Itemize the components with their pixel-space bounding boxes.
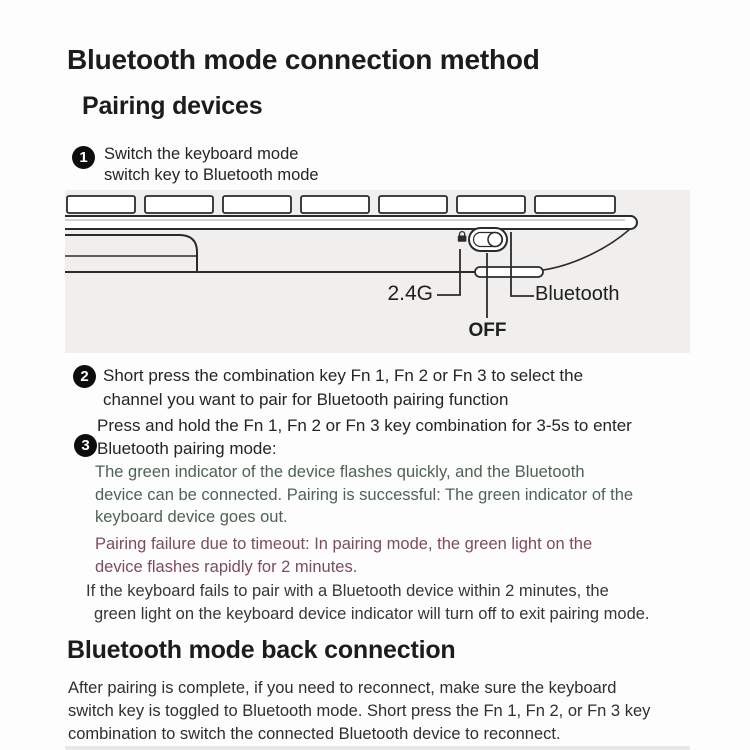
section-title-back-connection: Bluetooth mode back connection [67,636,456,664]
step-1-text [104,144,319,186]
failure-line-2: device flashes rapidly for 2 minutes. [95,557,358,576]
kickstand [65,235,475,272]
step-1-line-1: Switch the keyboard mode [104,145,299,163]
step-3-line-2: Bluetooth pairing mode: [97,439,277,458]
pairing-success-note [95,461,633,529]
timeout-line-1: If the keyboard fails to pair with a Bluetooth device within 2 minutes, the [86,582,609,600]
back-line-3: combination to switch the connected Bluetooth device to reconnect. [68,725,561,744]
label-2-4g: 2.4G [387,282,433,305]
rear-wedge-outline [543,229,630,270]
callout-line-bluetooth [511,232,534,296]
keycaps [67,196,615,213]
success-line-3: keyboard device goes out. [95,508,288,526]
back-line-2: switch key is toggled to Bluetooth mode. Short press the Fn 1, Fn 2, or Fn 3 key [68,702,651,721]
keyboard-profile-drawing [65,190,690,353]
rubber-foot [475,267,543,277]
failure-line-1: Pairing failure due to timeout: In pairing mode, the green light on the [95,535,593,553]
timeout-line-2: green light on the keyboard device indicator will turn off to exit pairing mode. [94,605,650,623]
section-title-pairing: Pairing devices [82,92,263,120]
step-2-line-2: channel you want to pair for Bluetooth pairing function [103,389,509,409]
success-line-2: device can be connected. Pairing is successful: The green indicator of the [95,485,634,504]
back-line-1: After pairing is complete, if you need to reconnect, make sure the keyboard [68,679,617,697]
back-connection-text [68,677,650,747]
step-2-line-1: Short press the combination key Fn 1, Fn 2 or Fn 3 to select the [103,366,584,385]
label-off: OFF [468,320,507,341]
step-3-text [97,414,632,460]
next-illustration-edge [65,746,690,750]
success-line-1: The green indicator of the device flashes quickly, and the Bluetooth [95,463,585,481]
step-3-badge: 3 [74,434,97,457]
keyboard-illustration [65,190,690,353]
page-title: Bluetooth mode connection method [67,44,540,75]
mode-toggle-switch [469,228,507,251]
step-1-badge: 1 [72,146,95,169]
step-2-badge: 2 [73,365,96,388]
pairing-timeout-note [86,580,650,626]
pairing-failure-note [95,533,592,578]
label-bluetooth: Bluetooth [535,283,620,305]
step-1-line-2: switch key to Bluetooth mode [104,166,319,184]
step-2-text [103,364,583,411]
lock-icon [458,232,467,242]
keyboard-deck [65,216,637,229]
step-3-line-1: Press and hold the Fn 1, Fn 2 or Fn 3 key combination for 3-5s to enter [97,416,632,435]
